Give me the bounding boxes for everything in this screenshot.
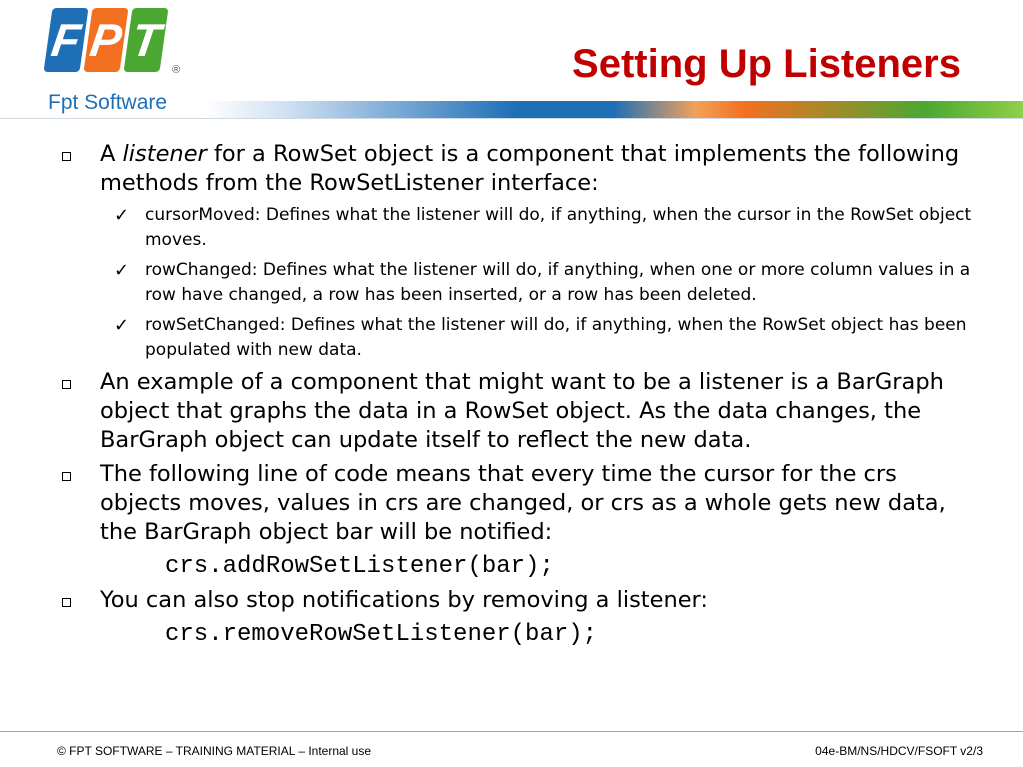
checkmark-icon: ✓ [114,260,130,281]
logo-text: Fpt Software [48,91,168,114]
checkmark-icon: ✓ [114,315,130,336]
bullet-text: The following line of code means that every time the cursor for the crs objects moves, values in crs are changed, or crs as a whole gets new data, the BarGraph object bar will be notified: [100,461,946,545]
logo-tile-f: F [44,8,89,72]
sub-bullet-text: cursorMoved: Defines what the listener will do, if anything, when the cursor in the RowSet object moves. [145,205,972,250]
header-divider [0,118,1023,119]
bullet-item [62,368,972,455]
code-line: crs.addRowSetListener(bar); [165,553,554,580]
logo-tile-t: T [124,8,169,72]
bullet-item [62,586,972,615]
logo-tile-p: P [84,8,129,72]
footer-copyright: © FPT SOFTWARE – TRAINING MATERIAL – Internal use [57,744,372,758]
bullet-text-prefix: A [100,141,123,167]
square-bullet-icon [62,598,71,607]
sub-bullet-item [62,203,972,253]
bullet-item [62,140,972,198]
header-band [205,101,1023,118]
square-bullet-icon [62,472,71,481]
registered-mark: ® [172,64,181,76]
bullet-item [62,460,972,547]
sub-bullet-item [62,258,972,308]
bullet-text: You can also stop notifications by removing a listener: [100,587,708,613]
code-line: crs.removeRowSetListener(bar); [165,621,598,648]
slide-content [62,140,972,654]
sub-bullet-item [62,313,972,363]
bullet-text: for a RowSet object is a component that implements the following methods from the RowSetListener interface: [100,141,960,196]
sub-bullet-text: rowChanged: Defines what the listener will do, if anything, when one or more column values in a row have changed, a row has been inserted, or a row has been deleted. [145,260,971,305]
bullet-text: An example of a component that might want to be a listener is a BarGraph object that graphs the data in a RowSet object. As the data changes, the BarGraph object can update itself to reflect the new data. [100,369,944,453]
bullet-text-emphasis: listener [122,141,207,167]
square-bullet-icon [62,380,71,389]
slide-title: Setting Up Listeners [572,42,961,86]
checkmark-icon: ✓ [114,205,130,226]
fpt-logo [48,8,181,114]
square-bullet-icon [62,152,71,161]
footer-doc-code: 04e-BM/NS/HDCV/FSOFT v2/3 [815,744,983,758]
sub-bullet-text: rowSetChanged: Defines what the listener will do, if anything, when the RowSet object has been populated with new data. [145,315,967,360]
footer-divider [0,731,1023,732]
